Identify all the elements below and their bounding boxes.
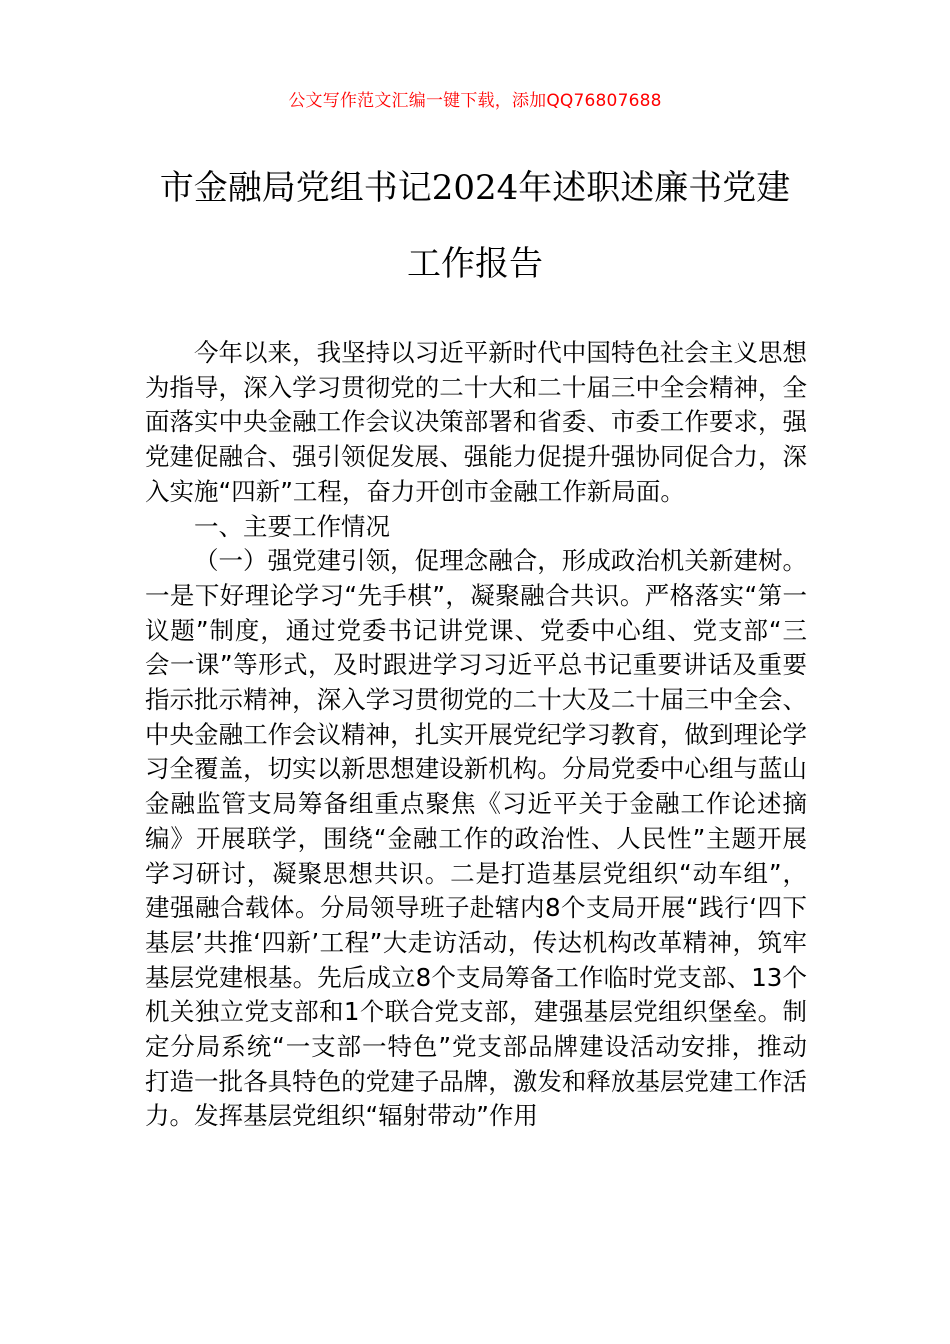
document-body [145,336,807,1134]
title-line-2: 工作报告 [407,244,543,284]
download-banner: 公文写作范文汇编一键下载，添加QQ76807688 [288,91,662,111]
section-heading-1: 一、主要工作情况 [194,511,390,541]
title-line-1: 市金融局党组书记2024年述职述廉书党建 [159,168,791,208]
paragraph-intro: 今年以来，我坚持以习近平新时代中国特色社会主义思想为指导，深入学习贯彻党的二十大和二十届三中全会精神，全面落实中央金融工作会议决策部署和省委、市委工作要求，强党建促融合、强引领促发展、强能力促提升强协同促合力，深入实施“四新”工程，奋力开创市金融工作新局面。 [145,338,807,506]
paragraph-section-1-1: （一）强党建引领，促理念融合，形成政治机关新建树。一是下好理论学习“先手棋”，凝聚融合共识。严格落实“第一议题”制度，通过党委书记讲党课、党委中心组、党支部“三会一课”等形式，及时跟进学习习近平总书记重要讲话及重要指示批示精神，深入学习贯彻党的二十大及二十届三中全会、中央金融工作会议精神，扎实开展党纪学习教育，做到理论学习全覆盖，切实以新思想建设新机构。分局党委中心组与蓝山金融监管支局筹备组重点聚焦《习近平关于金融工作论述摘编》开展联学，围绕“金融工作的政治性、人民性”主题开展学习研讨，凝聚思想共识。二是打造基层党组织“动车组”，建强融合载体。分局领导班子赴辖内8个支局开展“践行‘四下基层’共推‘四新’工程”大走访活动，传达机构改革精神，筑牢基层党建根基。先后成立8个支局筹备工作临时党支部、13个机关独立党支部和1个联合党支部，建强基层党组织堡垒。制定分局系统“一支部一特色”党支部品牌建设活动安排，推动打造一批各具特色的党建子品牌，激发和释放基层党建工作活力。发挥基层党组织“辐射带动”作用 [145,546,807,1131]
document-title [120,150,830,302]
